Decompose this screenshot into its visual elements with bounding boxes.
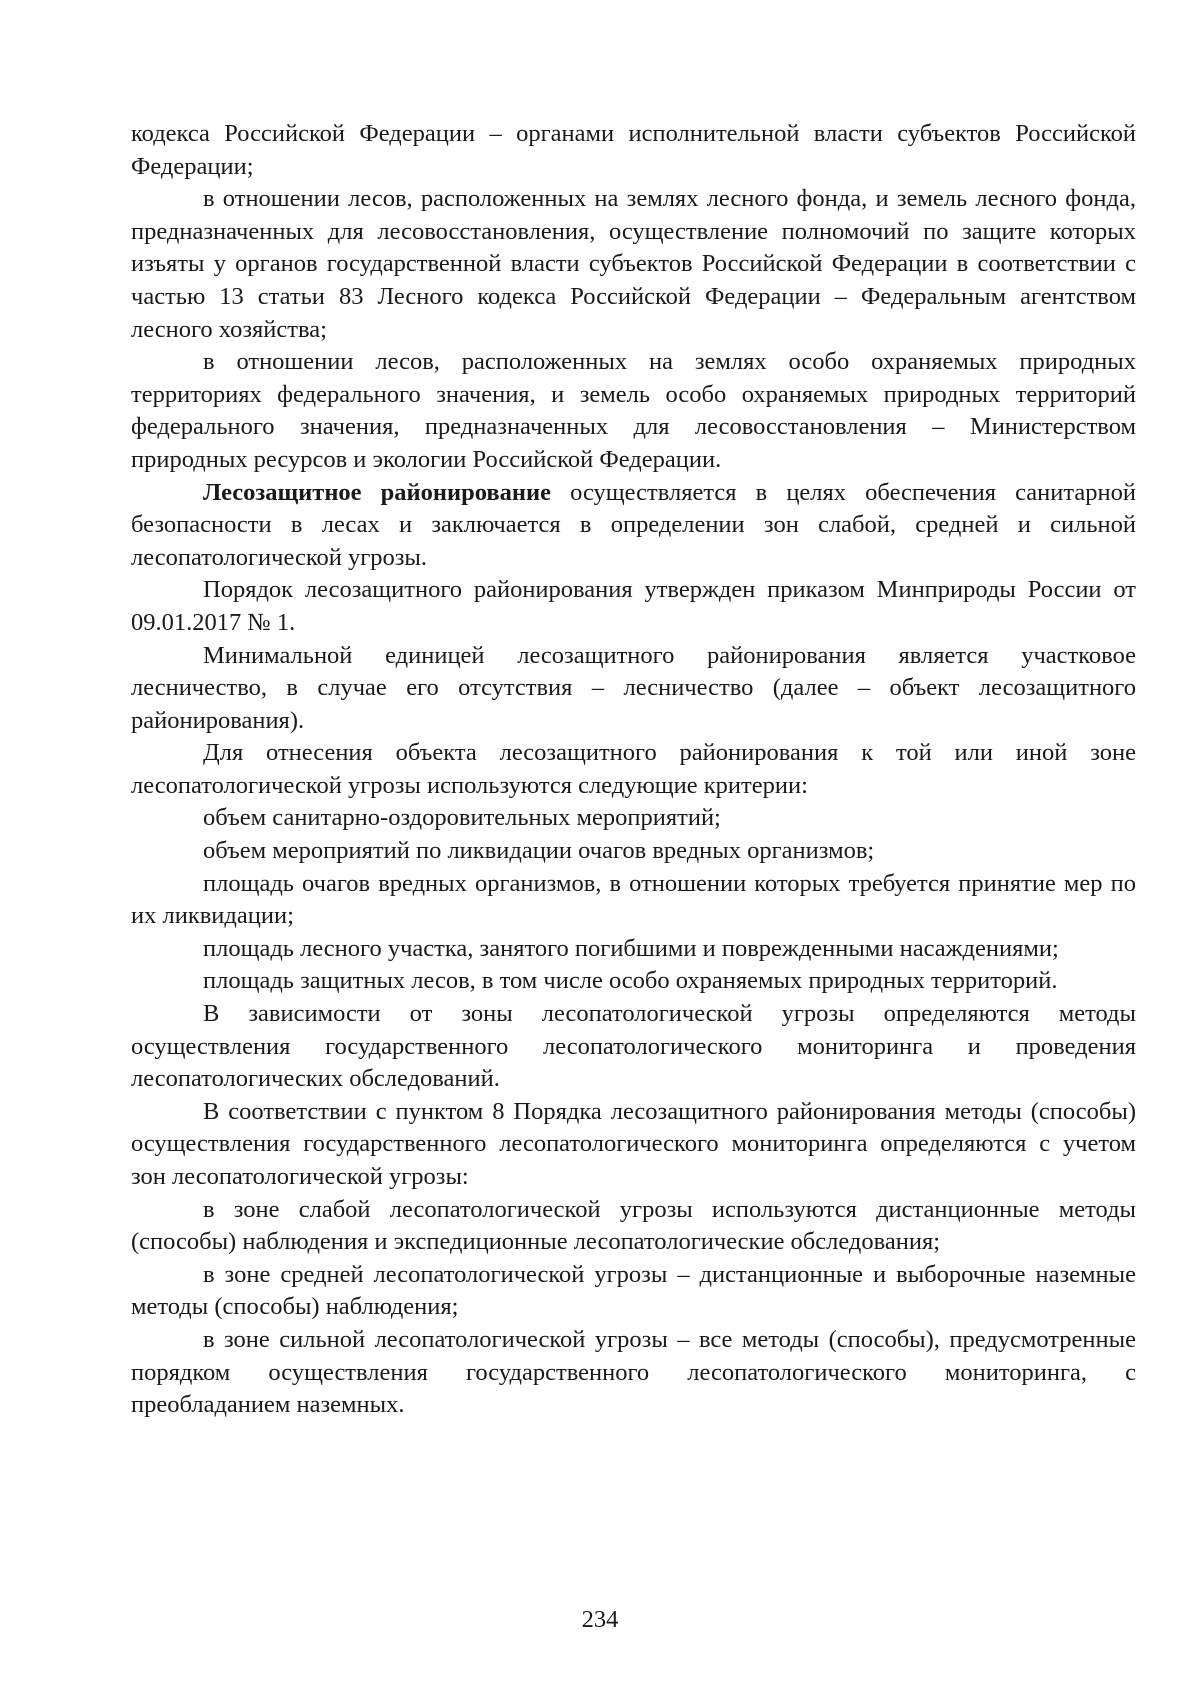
body-text bbox=[131, 118, 1136, 1422]
page-number: 234 bbox=[581, 1606, 619, 1633]
list-item: площадь защитных лесов, в том числе особо охраняемых природных территорий. bbox=[203, 967, 1058, 995]
paragraph: кодекса Российской Федерации – органами исполнительной власти субъектов Российской Федерации; bbox=[131, 120, 1136, 180]
paragraph: в отношении лесов, расположенных на землях лесного фонда, и земель лесного фонда, предназначенных для лесовосстановления, осуществление полномочий по защите которых изъяты у органов государственной власти субъектов Российской Федерации в соответствии с частью 13 статьи 83 Лесного кодекса Российской Федерации – Федеральным агентством лесного хозяйства; bbox=[131, 185, 1136, 343]
list-item: площадь лесного участка, занятого погибшими и поврежденными насаждениями; bbox=[203, 934, 1059, 962]
list-item: в зоне средней лесопатологической угрозы – дистанционные и выборочные наземные методы (способы) наблюдения; bbox=[131, 1260, 1136, 1321]
paragraph: Минимальной единицей лесозащитного районирования является участковое лесничество, в случае его отсутствия – лесничество (далее – объект лесозащитного районирования). bbox=[131, 641, 1136, 734]
list-item: площадь очагов вредных организмов, в отношении которых требуется принятие мер по их ликвидации; bbox=[131, 869, 1136, 930]
paragraph: Для отнесения объекта лесозащитного районирования к той или иной зоне лесопатологической угрозы используются следующие критерии: bbox=[131, 739, 1136, 799]
paragraph: В зависимости от зоны лесопатологической угрозы определяются методы осуществления государственного лесопатологического мониторинга и проведения лесопатологических обследований. bbox=[131, 1000, 1136, 1093]
bold-term: Лесозащитное районирование bbox=[203, 478, 552, 506]
paragraph: в отношении лесов, расположенных на землях особо охраняемых природных территориях федерального значения, и земель особо охраняемых природных территорий федерального значения, предназначенных для лесовосстановления – Министерством природных ресурсов и экологии Российской Федерации. bbox=[131, 348, 1136, 473]
paragraph: В соответствии с пунктом 8 Порядка лесозащитного районирования методы (способы) осуществления государственного лесопатологического мониторинга определяются с учетом зон лесопатологической угрозы: bbox=[131, 1097, 1136, 1190]
list-item: в зоне сильной лесопатологической угрозы – все методы (способы), предусмотренные порядком осуществления государственного лесопатологического мониторинга, с преобладанием наземных. bbox=[131, 1325, 1136, 1419]
paragraph bbox=[131, 477, 1136, 575]
list-item: объем санитарно-оздоровительных мероприятий; bbox=[203, 804, 721, 832]
list-item: в зоне слабой лесопатологической угрозы используются дистанционные методы (способы) наблюдения и экспедиционные лесопатологические обследования; bbox=[131, 1195, 1136, 1256]
paragraph: Порядок лесозащитного районирования утвержден приказом Минприроды России от 09.01.2017 № 1. bbox=[131, 576, 1136, 636]
list-item: объем мероприятий по ликвидации очагов вредных организмов; bbox=[203, 837, 875, 865]
paragraph-text: осуществляется в целях обеспечения санитарной безопасности в лесах и заключается в определении зон слабой, средней и сильной лесопатологической угрозы. bbox=[131, 478, 1136, 571]
